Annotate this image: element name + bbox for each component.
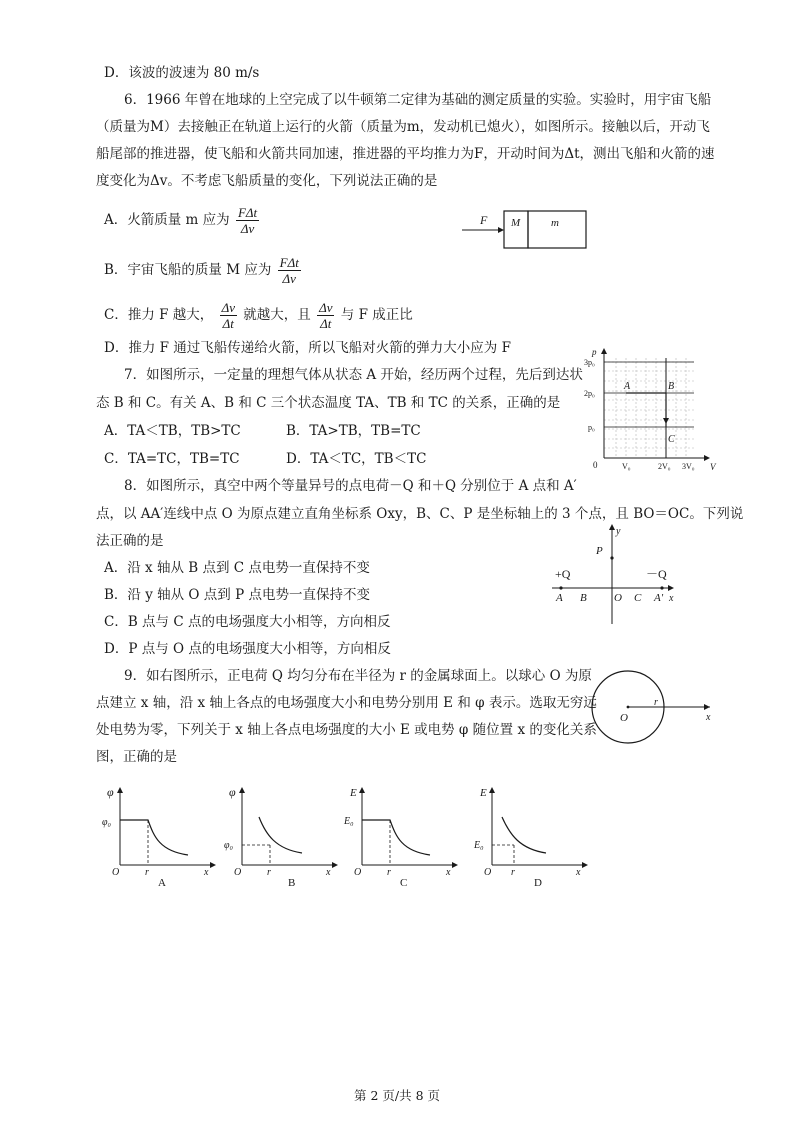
q9-graph-d-x: x bbox=[576, 867, 581, 878]
q9-graph-b bbox=[222, 785, 342, 890]
q9-graph-d-curve bbox=[502, 817, 546, 853]
q7-p-arrow bbox=[601, 348, 607, 354]
q9-r-label: r bbox=[654, 697, 658, 708]
q9-graph-a-yaxis: φ bbox=[107, 785, 114, 799]
q9-graph-d-r: r bbox=[511, 867, 515, 878]
q9-sphere-figure bbox=[592, 662, 722, 752]
q9-graph-c-origin: O bbox=[354, 867, 362, 878]
q7-3v0-label: 3V₀ bbox=[682, 462, 695, 471]
q8-a-prime-label: A′ bbox=[654, 592, 664, 604]
q6-stem-line4: 度变化为Δv。不考虑飞船质量的变化，下列说法正确的是 bbox=[96, 173, 438, 189]
q7-stem-line2: 态 B 和 C。有关 A、B 和 C 三个状态温度 TA、TB 和 TC 的关系，正确的是 bbox=[96, 395, 561, 411]
q7-option-a: A．TA＜TB，TB>TC bbox=[104, 423, 241, 439]
q8-b-label: B bbox=[580, 592, 587, 604]
q6-option-a bbox=[104, 205, 261, 236]
q6-option-c-text3: 与 F 成正比 bbox=[340, 307, 413, 323]
q9-graph-c bbox=[342, 785, 462, 890]
q7-3p0-label: 3p₀ bbox=[584, 358, 595, 367]
q7-pv-diagram bbox=[582, 347, 742, 472]
q8-charge-right bbox=[660, 586, 663, 589]
q7-option-d: D．TA＜TC，TB＜TC bbox=[286, 451, 427, 467]
ship-label: M bbox=[511, 217, 521, 229]
q8-o-label: O bbox=[614, 592, 622, 604]
q7-stem-line1: 7．如图所示，一定量的理想气体从状态 A 开始，经历两个过程，先后到达状 bbox=[124, 367, 583, 383]
q8-option-b: B．沿 y 轴从 O 点到 P 点电势一直保持不变 bbox=[104, 587, 370, 603]
q6-option-c-text1: C．推力 F 越大， bbox=[104, 307, 214, 323]
q9-graph-b-letter: B bbox=[288, 877, 296, 889]
q8-option-a: A．沿 x 轴从 B 点到 C 点电势一直保持不变 bbox=[104, 560, 370, 576]
q8-option-d: D．P 点与 O 点的电场强度大小相等，方向相反 bbox=[104, 641, 391, 657]
q8-x-label: x bbox=[669, 593, 674, 604]
q7-v-axis-label: V bbox=[710, 462, 716, 472]
q8-option-c: C．B 点与 C 点的电场强度大小相等，方向相反 bbox=[104, 614, 391, 630]
q9-graph-c-r: r bbox=[387, 867, 391, 878]
q7-v0-label: V₀ bbox=[622, 462, 631, 471]
q7-2v0-label: 2V₀ bbox=[658, 462, 671, 471]
q9-graph-b-x: x bbox=[326, 867, 331, 878]
q9-graph-b-yaxis: φ bbox=[229, 785, 236, 799]
q9-graph-a bbox=[100, 785, 220, 890]
q6-ship-rocket-figure bbox=[462, 208, 602, 248]
q6-option-c bbox=[104, 300, 413, 331]
q7-process-bc-arrow bbox=[663, 418, 669, 424]
q9-graph-d-ylabel: E₀ bbox=[474, 840, 484, 851]
q8-stem-line1: 8．如图所示，真空中两个等量异号的点电荷－Q 和＋Q 分别位于 A 点和 A′ bbox=[124, 478, 577, 494]
q8-x-arrow bbox=[668, 585, 674, 591]
q9-graph-c-curve bbox=[362, 820, 430, 855]
q9-graph-d-origin: O bbox=[484, 867, 492, 878]
q9-graph-a-ylabel: φ₀ bbox=[102, 817, 112, 828]
q8-point-p bbox=[610, 556, 613, 559]
q8-charge-left bbox=[559, 586, 562, 589]
q7-origin-label: 0 bbox=[593, 460, 598, 470]
q7-p-axis-label: p bbox=[592, 347, 597, 357]
q9-graph-b-r: r bbox=[267, 867, 271, 878]
q6-option-d: D．推力 F 通过飞船传递给火箭，所以飞船对火箭的弹力大小应为 F bbox=[104, 340, 511, 356]
page-footer: 第 2 页/共 8 页 bbox=[353, 1088, 440, 1103]
q6-option-b bbox=[104, 255, 303, 286]
q7-grid bbox=[604, 358, 694, 458]
q7-p0-label: p₀ bbox=[588, 423, 595, 432]
q9-graph-b-origin: O bbox=[234, 867, 242, 878]
q9-stem-line1: 9．如右图所示，正电荷 Q 均匀分布在半径为 r 的金属球面上。以球心 O 为原 bbox=[124, 668, 592, 684]
force-label: F bbox=[480, 213, 488, 227]
q7-point-a-label: A bbox=[624, 381, 631, 392]
q6-stem-line1: 6．1966 年曾在地球的上空完成了以牛顿第二定律为基础的测定质量的实验。实验时，用宇宙飞船 bbox=[124, 92, 712, 108]
q6-option-a-fraction: $\frac{\text{FΔt}}{\Delta v}$ bbox=[237, 205, 258, 236]
q6-stem-line3: 船尾部的推进器，使飞船和火箭共同加速，推进器的平均推力为F，开动时间为Δt，测出飞船和火箭的速 bbox=[96, 146, 715, 162]
q7-option-b: B．TA>TB，TB=TC bbox=[286, 423, 421, 439]
q6-stem-line2: （质量为M）去接触正在轨道上运行的火箭（质量为m，发动机已熄火），如图所示。接触以后，开动飞 bbox=[96, 119, 710, 135]
q5-option-d: D．该波的波速为 80 m/s bbox=[104, 65, 260, 81]
q6-option-c-fraction2: $\frac{\Delta v}{\Delta t}$ bbox=[319, 300, 333, 331]
q7-point-b-label: B bbox=[668, 381, 675, 392]
q9-o-label: O bbox=[620, 712, 628, 724]
q8-stem-line2: 点，以 AA′连线中点 O 为原点建立直角坐标系 Oxy，B、C、P 是坐标轴上的 3 个点，且 BO＝OC。下列说 bbox=[96, 506, 744, 522]
q8-p-label: P bbox=[596, 545, 603, 557]
rocket-label: m bbox=[551, 217, 559, 229]
q9-graph-c-ylabel: E₀ bbox=[344, 816, 354, 827]
q6-option-c-text2: 就越大，且 bbox=[243, 307, 311, 323]
q9-graph-b-ylabel: φ₀ bbox=[224, 840, 234, 851]
q8-plus-q-label: +Q bbox=[555, 567, 571, 581]
q6-option-c-fraction1: $\frac{\Delta v}{\Delta t}$ bbox=[221, 300, 235, 331]
q9-graph-d-letter: D bbox=[534, 877, 542, 889]
q9-graph-d bbox=[472, 785, 592, 890]
q8-a-label: A bbox=[556, 592, 563, 604]
q9-stem-line2: 点建立 x 轴，沿 x 轴上各点的电场强度大小和电势分别用 E 和 φ 表示。选取无穷远 bbox=[96, 695, 597, 711]
q9-graph-d-yaxis: E bbox=[480, 787, 487, 799]
q9-graph-c-letter: C bbox=[400, 877, 408, 889]
q9-stem-line3: 处电势为零，下列关于 x 轴上各点电场强度的大小 E 或电势 φ 随位置 x 的变化关系 bbox=[96, 722, 597, 738]
q7-v-arrow bbox=[704, 455, 710, 461]
q8-y-arrow bbox=[609, 524, 615, 530]
q9-graph-a-origin: O bbox=[112, 867, 120, 878]
q7-point-c-label: C bbox=[668, 434, 675, 445]
q9-graph-a-curve bbox=[120, 820, 188, 855]
q9-graph-a-letter: A bbox=[158, 877, 166, 889]
q9-graph-a-r: r bbox=[145, 867, 149, 878]
q8-y-label: y bbox=[616, 526, 621, 537]
force-arrow-head bbox=[498, 227, 504, 233]
q9-graph-c-x: x bbox=[446, 867, 451, 878]
q9-x-arrow bbox=[704, 704, 710, 710]
q6-option-b-fraction: $\frac{\text{FΔt}}{\Delta v}$ bbox=[279, 255, 299, 286]
q8-c-label: C bbox=[634, 592, 642, 604]
q9-x-label: x bbox=[706, 712, 711, 723]
q9-graph-c-yaxis: E bbox=[350, 787, 357, 799]
q9-graph-b-curve bbox=[259, 817, 302, 853]
q9-center-dot bbox=[627, 706, 630, 709]
q7-2p0-label: 2p₀ bbox=[584, 389, 595, 398]
q6-option-b-text: B．宇宙飞船的质量 M 应为 bbox=[104, 262, 272, 278]
q7-option-c: C．TA=TC，TB=TC bbox=[104, 451, 240, 467]
q6-option-a-text: A．火箭质量 m 应为 bbox=[104, 212, 230, 228]
q9-stem-line4: 图，正确的是 bbox=[96, 749, 177, 765]
q8-minus-q-label: －Q bbox=[646, 567, 667, 581]
q9-graph-a-x: x bbox=[204, 867, 209, 878]
q8-stem-line3: 法正确的是 bbox=[96, 533, 164, 549]
q8-charges-figure bbox=[552, 524, 692, 634]
